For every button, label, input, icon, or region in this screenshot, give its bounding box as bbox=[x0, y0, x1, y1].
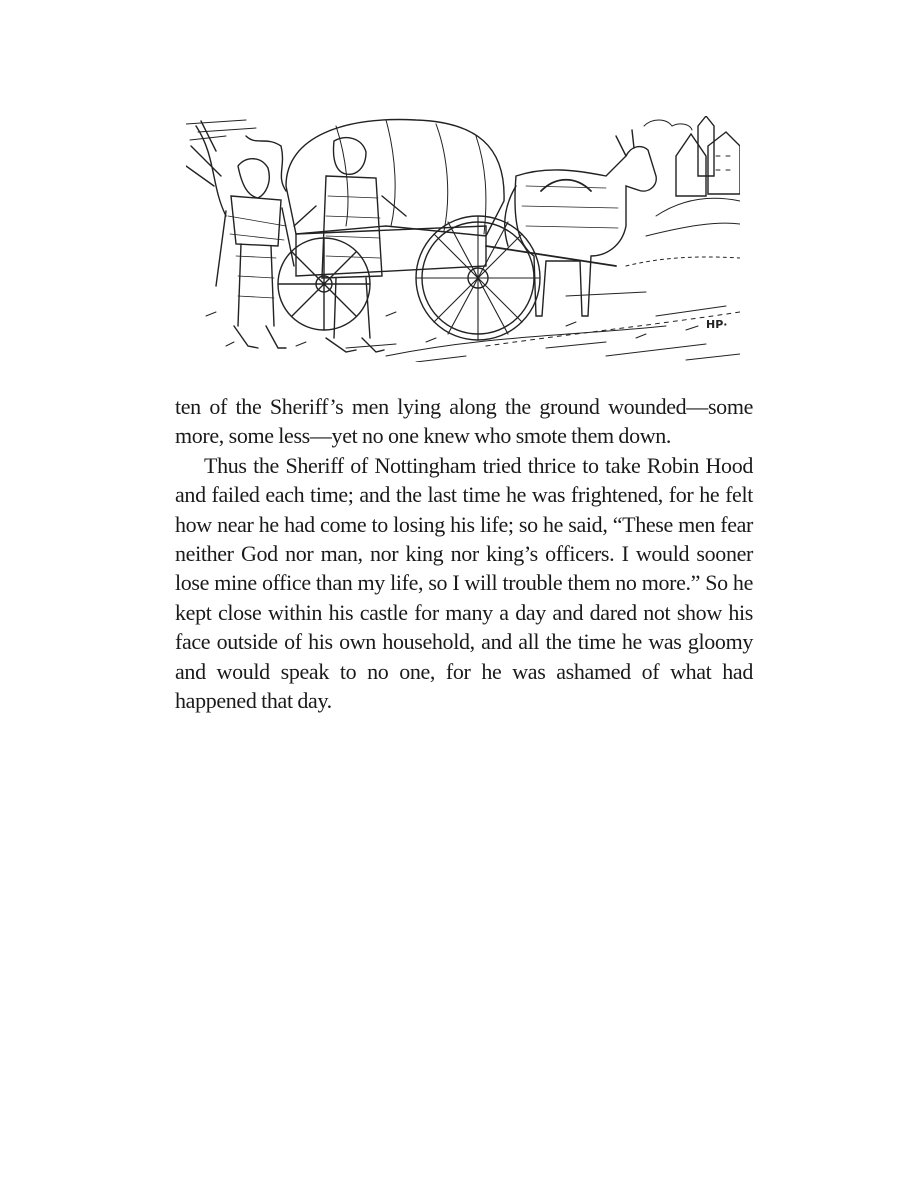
cart-illustration bbox=[186, 116, 740, 362]
paragraph-sheriff: Thus the Sheriff of Nottingham tried thrice to take Robin Hood and failed each time; and the last time he was frightened, for he felt how near he had come to losing his life; so he said, “These men fear neither God nor man, nor king nor king’s officers. I would sooner lose mine office than my life, so I will trouble them no more.” So he kept close within his castle for many a day and dared not show his face outside of his own household, and all the time he was gloomy and would speak to no one, for he was ashamed of what had happened that day. bbox=[175, 452, 753, 714]
woodcut-drawing bbox=[186, 116, 740, 362]
paragraph-continued: ten of the Sheriff’s men lying along the ground wounded—some more, some less—yet no one knew who smote them down. bbox=[175, 394, 753, 449]
body-text bbox=[175, 392, 753, 715]
artist-signature: HP· bbox=[706, 318, 728, 331]
